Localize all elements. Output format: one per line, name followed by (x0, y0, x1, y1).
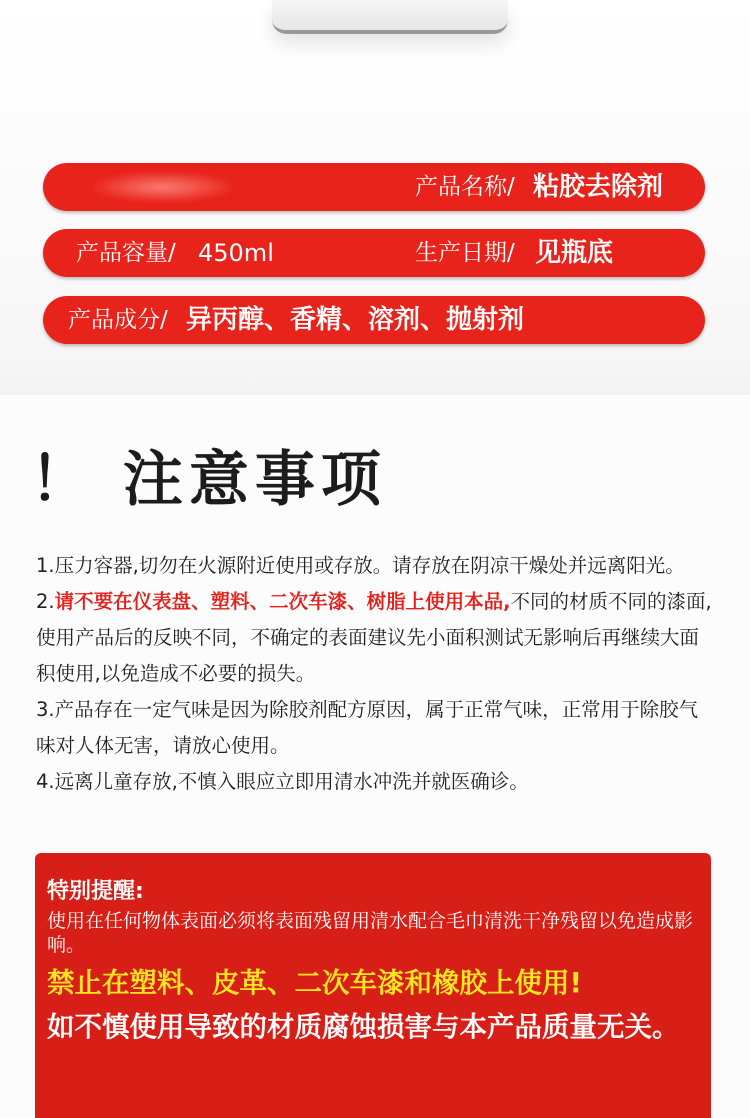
date-value: 见瓶底 (535, 238, 614, 268)
ingredients-value: 异丙醇、香精、溶剂、抛射剂 (186, 305, 525, 335)
warning-disclaimer: 如不慎使用导致的材质腐蚀损害与本产品质量无关。 (47, 1011, 680, 1043)
volume-date-pill (43, 229, 705, 277)
warning-text: 使用在任何物体表面必须将表面残留用清水配合毛巾清洗干净残留以免造成影响。 (47, 910, 694, 956)
notice-item-3: 3.产品存在一定气味是因为除胶剂配方原因，属于正常气味，正常用于除胶气味对人体无害，请放心使用。 (36, 698, 699, 757)
product-name-value: 粘胶去除剂 (533, 172, 664, 202)
notice-item-2-highlight: 请不要在仪表盘、塑料、二次车漆、树脂上使用本品, (54, 590, 511, 613)
warning-ban: 禁止在塑料、皮革、二次车漆和橡胶上使用! (47, 967, 583, 999)
blurred-logo (93, 172, 233, 202)
product-name-label: 产品名称/ (415, 174, 515, 200)
volume-label: 产品容量/ (76, 240, 176, 266)
notice-item-1: 1.压力容器,切勿在火源附近使用或存放。请存放在阴凉干燥处并远离阳光。 (36, 554, 685, 577)
notice-item-2-prefix: 2. (36, 590, 55, 613)
notice-title: ！ 注意事项 (30, 445, 387, 515)
special-warning-box (35, 853, 711, 1118)
ingredients-label: 产品成分/ (68, 307, 168, 333)
ingredients-pill (43, 296, 705, 344)
notice-item-2-text: 不同的材质不同的漆面,使用产品后的反映不同，不确定的表面建议先小面积测试无影响后再继续大面积使用,以免造成不必要的损失。 (36, 590, 712, 685)
date-label: 生产日期/ (415, 240, 515, 266)
notice-list (36, 548, 716, 800)
product-name-pill (43, 163, 705, 211)
notice-item-2 (36, 584, 716, 692)
notice-item-4: 4.远离儿童存放,不慎入眼应立即用清水冲洗并就医确诊。 (36, 770, 529, 793)
warning-heading: 特别提醒: (47, 879, 144, 904)
bottle-bottom-image (272, 0, 508, 34)
volume-value: 450ml (198, 239, 274, 267)
